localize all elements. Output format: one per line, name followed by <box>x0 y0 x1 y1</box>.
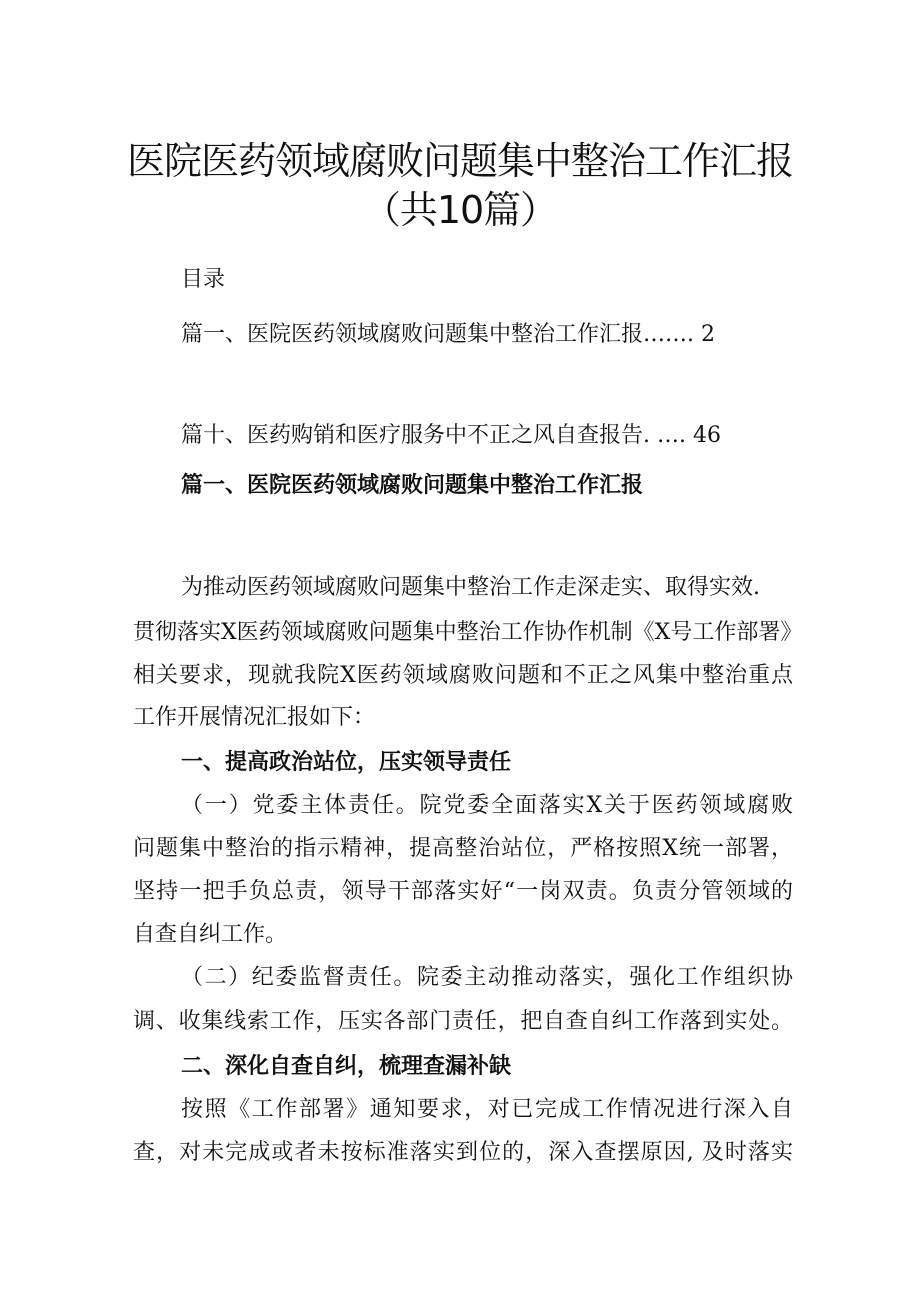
toc-item-1[interactable]: 篇一、医院医药领域腐败问题集中整治工作汇报……. 2 <box>181 322 715 347</box>
document-subtitle: （共10篇） <box>362 188 558 232</box>
para2-line-1: （二）纪委监督责任。院委主动推动落实，强化工作组织协 <box>181 965 793 990</box>
para1-line-3: 坚持一把手负总责，领导干部落实好“一岗双责。负责分管领域的 <box>133 879 793 904</box>
heading-1: 一、提高政治站位，压实领导责任 <box>181 749 512 775</box>
intro-line-4: 工作开展情况汇报如下： <box>133 705 376 730</box>
intro-line-1: 为推动医药领域腐败问题集中整治工作走深走实、取得实效. <box>181 575 760 600</box>
para3-line-1: 按照《工作部署》通知要求，对已完成工作情况进行深入自 <box>181 1097 793 1122</box>
document-title: 医院医药领域腐败问题集中整治工作汇报 <box>126 139 793 183</box>
section-title: 篇一、医院医药领域腐败问题集中整治工作汇报 <box>181 472 644 498</box>
para1-line-1: （一）党委主体责任。院党委全面落实X关于医药领域腐败 <box>181 793 793 818</box>
para3-line-2: 查，对未完成或者未按标准落实到位的，深入查摆原因, 及时落实 <box>133 1140 793 1165</box>
heading-2: 二、深化自查自纠，梳理查漏补缺 <box>181 1053 512 1079</box>
intro-line-2: 贯彻落实X医药领域腐败问题集中整治工作协作机制《X号工作部署》 <box>133 620 803 645</box>
intro-line-3: 相关要求，现就我院X医药领域腐败问题和不正之风集中整治重点 <box>133 663 793 688</box>
para2-line-2: 调、收集线索工作，压实各部门责任，把自查自纠工作落到实处。 <box>133 1009 793 1034</box>
toc-heading: 目录 <box>181 267 226 292</box>
toc-item-10[interactable]: 篇十、医药购销和医疗服务中不正之风自查报告. …. 46 <box>181 423 721 448</box>
para1-line-4: 自查自纠工作。 <box>133 922 288 947</box>
para1-line-2: 问题集中整治的指示精神，提高整治站位，严格按照X统一部署， <box>133 836 793 861</box>
